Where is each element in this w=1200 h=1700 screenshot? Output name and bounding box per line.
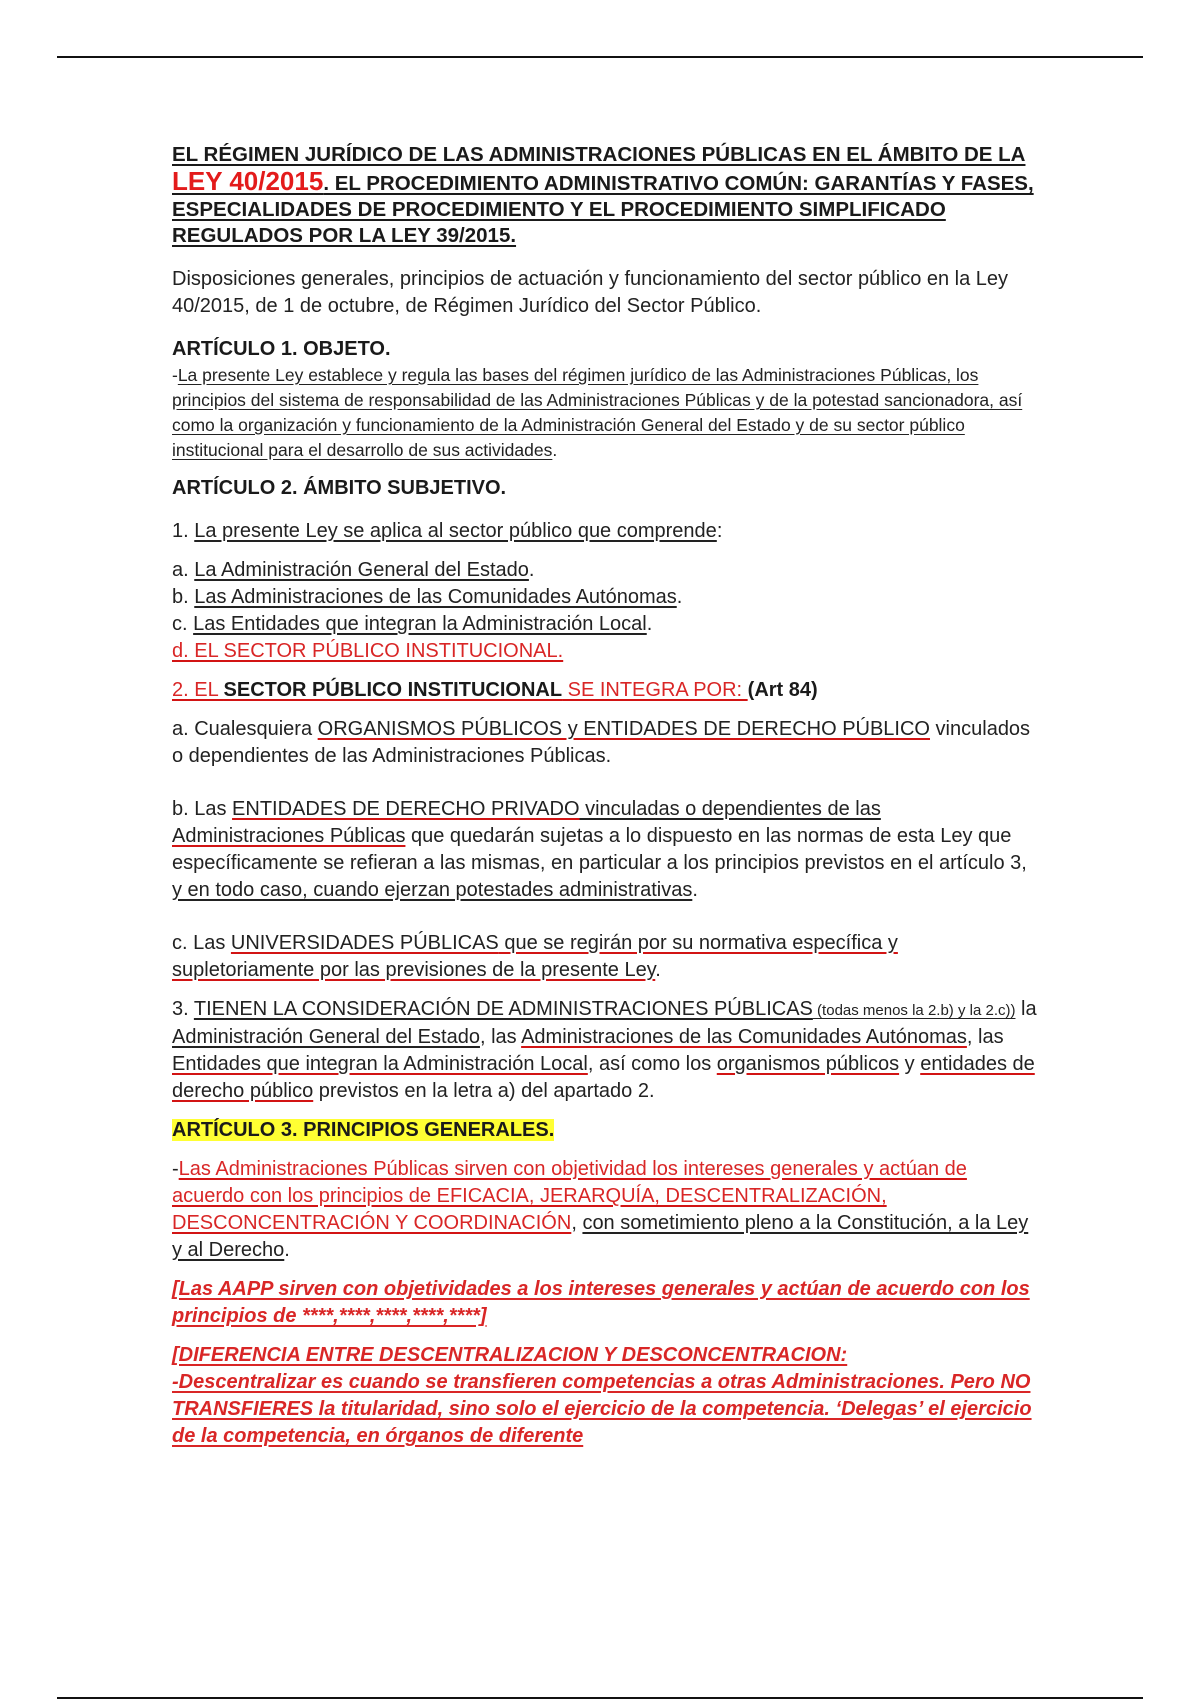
art2-heading: ARTÍCULO 2. ÁMBITO SUBJETIVO. — [172, 477, 507, 499]
list-item: b. Las Administraciones de las Comunidades Autónomas. — [172, 586, 683, 608]
art2-p2b: b. Las ENTIDADES DE DERECHO PRIVADO vinculadas o dependientes de las Administraciones Públicas que quedarán sujetas a lo dispuesto en las normas de esta Ley que específicamente se refieran a las mismas, en particular a los principios previstos en el artículo 3, y en todo caso, cuando ejerzan potestades administrativas. — [172, 798, 1027, 901]
bottom-rule — [57, 1697, 1143, 1699]
top-rule — [57, 56, 1143, 58]
art2-list — [172, 557, 1037, 665]
art2-p2: 2. EL SECTOR PÚBLICO INSTITUCIONAL SE INTEGRA POR: (Art 84) — [172, 679, 818, 701]
list-item: c. Las Entidades que integran la Administración Local. — [172, 613, 653, 635]
document-body — [172, 142, 1037, 1450]
document-title: EL RÉGIMEN JURÍDICO DE LAS ADMINISTRACIONES PÚBLICAS EN EL ÁMBITO DE LA LEY 40/2015. EL PROCEDIMIENTO ADMINISTRATIVO COMÚN: GARANTÍAS Y FASES, ESPECIALIDADES DE PROCEDIMIENTO Y EL PROCEDIMIENTO SIMPLIFICADO REGULADOS POR LA LEY 39/2015. — [172, 143, 1034, 247]
art3-note: [Las AAPP sirven con objetividades a los intereses generales y actúan de acuerdo con los principios de ****,****,****,****,****] — [172, 1278, 1030, 1327]
art1-heading: ARTÍCULO 1. OBJETO. — [172, 338, 391, 360]
art2-p1: 1. La presente Ley se aplica al sector público que comprende: — [172, 520, 723, 542]
intro-paragraph: Disposiciones generales, principios de actuación y funcionamiento del sector público en la Ley 40/2015, de 1 de octubre, de Régimen Jurídico del Sector Público. — [172, 268, 1009, 317]
art3-heading: ARTÍCULO 3. PRINCIPIOS GENERALES. — [172, 1119, 555, 1141]
list-item: a. La Administración General del Estado. — [172, 559, 535, 581]
art2-p2c: c. Las UNIVERSIDADES PÚBLICAS que se regirán por su normativa específica y supletoriamente por las previsiones de la presente Ley. — [172, 932, 898, 981]
art2-p2a: a. Cualesquiera ORGANISMOS PÚBLICOS y ENTIDADES DE DERECHO PÚBLICO vinculados o dependientes de las Administraciones Públicas. — [172, 718, 1031, 767]
law-reference: LEY 40/2015 — [172, 166, 324, 196]
art3-difference-note: [DIFERENCIA ENTRE DESCENTRALIZACION Y DESCONCENTRACION: -Descentralizar es cuando se transfieren competencias a otras Administraciones. Pero NO TRANSFIERES la titularidad, sino solo el ejercicio de la competencia. ‘Delegas’ el ejercicio de la competencia, en órganos de diferente — [172, 1344, 1032, 1447]
art1-text: -La presente Ley establece y regula las bases del régimen jurídico de las Administraciones Públicas, los principios del sistema de responsabilidad de las Administraciones Públicas y de la potestad sancionadora, así como la organización y funcionamiento de la Administración General del Estado y de su sector público institucional para el desarrollo de sus actividades. — [172, 365, 1023, 460]
art3-text: -Las Administraciones Públicas sirven con objetividad los intereses generales y actúan de acuerdo con los principios de EFICACIA, JERARQUÍA, DESCENTRALIZACIÓN, DESCONCENTRACIÓN Y COORDINACIÓN, con sometimiento pleno a la Constitución, a la Ley y al Derecho. — [172, 1158, 1029, 1261]
list-item-d: d. EL SECTOR PÚBLICO INSTITUCIONAL. — [172, 640, 564, 662]
art2-p3: 3. TIENEN LA CONSIDERACIÓN DE ADMINISTRACIONES PÚBLICAS (todas menos la 2.b) y la 2.c)) la Administración General del Estado, las Administraciones de las Comunidades Autónomas, las Entidades que integran la Administración Local, así como los organismos públicos y entidades de derecho público previstos en la letra a) del apartado 2. — [172, 998, 1037, 1102]
